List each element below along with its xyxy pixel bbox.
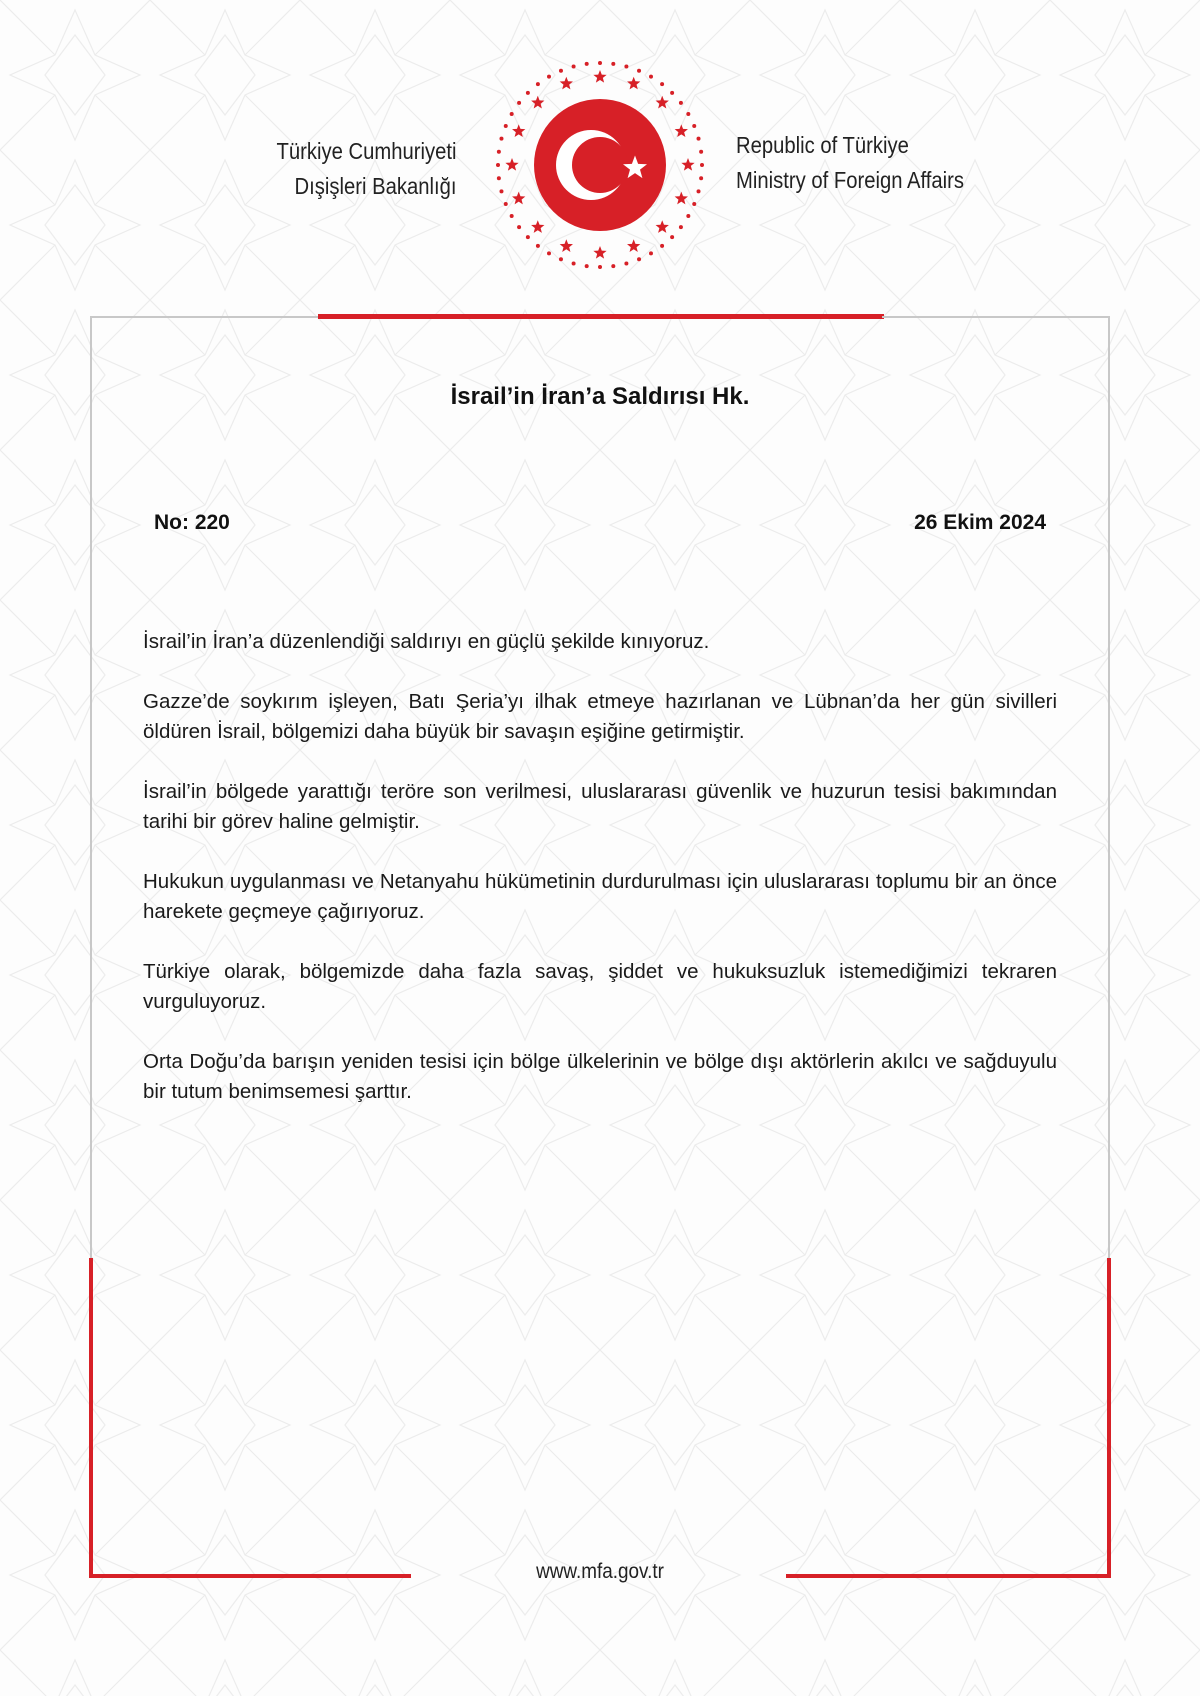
header-en-line2: Ministry of Foreign Affairs — [736, 167, 964, 193]
emblem-ring-dot — [517, 225, 521, 229]
header-tr-line2: Dışişleri Bakanlığı — [294, 173, 456, 199]
frame-top-right — [882, 316, 1110, 318]
emblem-star-icon — [512, 124, 525, 137]
emblem-ring-dot — [697, 137, 701, 141]
emblem-ring-dot — [699, 176, 703, 180]
emblem-ring-dot — [679, 101, 683, 105]
emblem-ring-dot — [692, 124, 696, 128]
emblem-ring-dot — [510, 112, 514, 116]
frame-right-gray — [1108, 316, 1110, 1260]
emblem-ring-dot — [499, 137, 503, 141]
emblem-ring-dot — [559, 69, 563, 73]
emblem-star-icon — [560, 239, 573, 252]
emblem-ring-dot — [699, 150, 703, 154]
emblem-ring-dot — [572, 262, 576, 266]
header-ministry-tr — [276, 134, 456, 204]
frame-top-red — [318, 314, 884, 319]
emblem-ring-dot — [526, 235, 530, 239]
emblem-star-icon — [593, 70, 606, 83]
footer-website-link[interactable]: www.mfa.gov.tr — [536, 1560, 664, 1583]
emblem-ring-dot — [526, 91, 530, 95]
emblem-ring-dot — [496, 163, 500, 167]
emblem-ring-dot — [598, 265, 602, 269]
emblem-ring-dot — [649, 75, 653, 79]
emblem-ring-dot — [692, 202, 696, 206]
paragraph: Hukukun uygulanması ve Netanyahu hükümetinin durdurulması için uluslararası toplumu bir an önce harekete geçmeye çağırıyoruz. — [143, 870, 1057, 923]
emblem-star-icon — [656, 220, 669, 233]
emblem-ring-dot — [572, 64, 576, 68]
emblem-ring-dot — [679, 225, 683, 229]
emblem-ring-dot — [637, 257, 641, 261]
document-date: 26 Ekim 2024 — [914, 511, 1046, 534]
paragraph: Türkiye olarak, bölgemizde daha fazla savaş, şiddet ve hukuksuzluk istemediğimizi tekraren vurguluyoruz. — [143, 960, 1057, 1013]
emblem-ring-dot — [536, 244, 540, 248]
document-number: No: 220 — [154, 511, 230, 534]
emblem-star-icon — [675, 192, 688, 205]
frame-left-gray — [90, 316, 92, 1260]
emblem-ring-dot — [660, 244, 664, 248]
emblem-ring-dot — [536, 82, 540, 86]
emblem-ring-dot — [497, 150, 501, 154]
emblem-ring-dot — [510, 214, 514, 218]
emblem-ring-dot — [670, 91, 674, 95]
emblem-ring-dot — [517, 101, 521, 105]
emblem-ring-dot — [611, 62, 615, 66]
emblem-ring-dot — [686, 214, 690, 218]
emblem-ring-dot — [649, 251, 653, 255]
emblem-ring-dot — [611, 264, 615, 268]
emblem-star-icon — [531, 220, 544, 233]
statement-body — [143, 627, 1057, 1137]
paragraph: Orta Doğu’da barışın yeniden tesisi için bölge ülkelerinin ve bölge dışı aktörlerin akılcı ve sağduyulu bir tutum benimsemesi şarttır. — [143, 1050, 1057, 1103]
emblem-ring-dot — [499, 189, 503, 193]
emblem-ring-dot — [504, 124, 508, 128]
frame-left-red — [89, 1258, 93, 1578]
emblem-ring-dot — [624, 262, 628, 266]
emblem-ring-dot — [670, 235, 674, 239]
header-en-line1: Republic of Türkiye — [736, 132, 909, 158]
page-title: İsrail’in İran’a Saldırısı Hk. — [450, 383, 750, 410]
emblem-ring-dot — [497, 176, 501, 180]
emblem-ring-dot — [697, 189, 701, 193]
emblem-ring-dot — [585, 264, 589, 268]
turkish-ministry-emblem-icon — [495, 60, 705, 270]
emblem-ring-dot — [624, 64, 628, 68]
emblem-ring-dot — [585, 62, 589, 66]
emblem-ring-dot — [686, 112, 690, 116]
frame-top-left — [90, 316, 320, 318]
emblem-ring-dot — [700, 163, 704, 167]
emblem-star-icon — [627, 77, 640, 90]
emblem-star-icon — [656, 96, 669, 109]
emblem-star-icon — [505, 158, 518, 171]
emblem-star-icon — [681, 158, 694, 171]
emblem-ring-dot — [660, 82, 664, 86]
emblem-ring-dot — [547, 75, 551, 79]
emblem-star-icon — [512, 192, 525, 205]
paragraph: İsrail’in İran’a düzenlendiği saldırıyı en güçlü şekilde kınıyoruz. — [143, 630, 710, 653]
emblem-ring-dot — [598, 61, 602, 65]
emblem-star-icon — [593, 246, 606, 259]
emblem-star-icon — [627, 239, 640, 252]
emblem-ring-dot — [637, 69, 641, 73]
paragraph: Gazze’de soykırım işleyen, Batı Şeria’yı ilhak etmeye hazırlanan ve Lübnan’da her gün sivilleri öldüren İsrail, bölgemizi daha büyük bir savaşın eşiğine getirmiştir. — [143, 690, 1057, 743]
emblem-star-icon — [560, 77, 573, 90]
emblem-ring-dot — [504, 202, 508, 206]
emblem-star-icon — [675, 124, 688, 137]
header-tr-line1: Türkiye Cumhuriyeti — [276, 138, 456, 164]
emblem-star-icon — [531, 96, 544, 109]
paragraph: İsrail’in bölgede yarattığı teröre son verilmesi, uluslararası güvenlik ve huzurun tesisi bakımından tarihi bir görev haline gelmiştir. — [143, 780, 1057, 833]
emblem-ring-dot — [559, 257, 563, 261]
header-ministry-en — [736, 128, 964, 198]
frame-right-red — [1107, 1258, 1111, 1578]
emblem-ring-dot — [547, 251, 551, 255]
